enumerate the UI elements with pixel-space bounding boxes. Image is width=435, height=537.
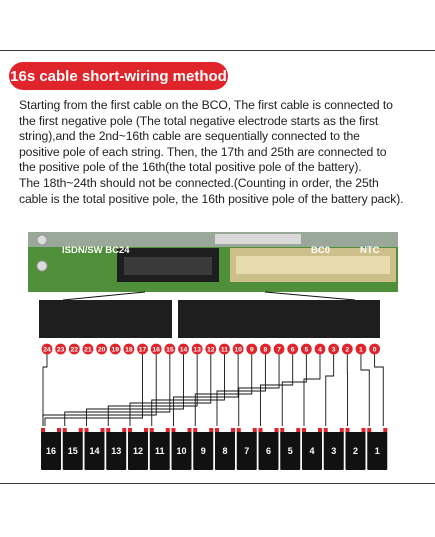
cell-4 xyxy=(302,428,322,470)
cell-label: 2 xyxy=(352,446,359,456)
description-line: The 18th~24th should not be connected.(Counting in order, the 25th xyxy=(19,175,379,190)
cell-label: 15 xyxy=(67,446,78,456)
pin-label: 21 xyxy=(84,346,92,354)
cell-label: 1 xyxy=(374,446,380,456)
cell-label: 13 xyxy=(111,446,122,456)
harness-plug-left xyxy=(39,300,172,338)
wire xyxy=(195,354,252,426)
pin-6 xyxy=(287,344,298,355)
label-bc24: ISDN/SW BC24 xyxy=(62,245,130,256)
cell-label: 9 xyxy=(200,446,206,456)
pin-14 xyxy=(178,344,189,355)
wire xyxy=(239,354,279,426)
cell-12 xyxy=(128,428,148,470)
pin-22 xyxy=(69,344,80,355)
cell-11 xyxy=(150,428,170,470)
description-line: cable is the total positive pole, the 16th positive pole of the battery pack). xyxy=(19,191,404,206)
cell-label: 11 xyxy=(154,446,165,456)
pin-5 xyxy=(301,344,312,355)
cell-label: 4 xyxy=(309,446,315,456)
cell-label: 14 xyxy=(89,446,100,456)
pin-3 xyxy=(328,344,339,355)
label-ntc: NTC xyxy=(360,245,380,256)
pin-18 xyxy=(123,344,134,355)
pin-23 xyxy=(55,344,66,355)
pin-label: 13 xyxy=(193,346,201,354)
battery-cells xyxy=(41,428,387,470)
pin-label: 7 xyxy=(277,346,281,354)
pin-label: 24 xyxy=(43,346,51,354)
cell-1 xyxy=(367,428,387,470)
harness-cable xyxy=(39,292,380,338)
cell-5 xyxy=(280,428,300,470)
pin-label: 4 xyxy=(318,346,322,354)
pin-20 xyxy=(96,344,107,355)
pin-label: 0 xyxy=(372,346,377,354)
mount-hole xyxy=(37,261,47,271)
pin-2 xyxy=(342,344,353,355)
pin-1 xyxy=(356,344,367,355)
cell-label: 6 xyxy=(265,446,272,456)
pin-label: 12 xyxy=(207,346,215,354)
pin-0 xyxy=(369,344,380,355)
pin-label: 22 xyxy=(70,346,79,354)
cell-13 xyxy=(106,428,126,470)
pin-label: 23 xyxy=(56,346,65,354)
pin-label: 19 xyxy=(111,346,120,354)
harness-plug-right xyxy=(178,300,380,338)
pin-label: 5 xyxy=(304,346,309,354)
pin-label: 3 xyxy=(331,346,336,354)
pin-17 xyxy=(137,344,148,355)
pin-label: 6 xyxy=(290,346,295,354)
pcb-board xyxy=(28,232,398,292)
pin-label: 14 xyxy=(179,346,188,354)
cell-label: 5 xyxy=(287,446,293,456)
section-title: 16s cable short-wiring method xyxy=(9,62,228,90)
description-line: the first negative pole (The total negative electrode starts as the first xyxy=(19,113,379,128)
cell-15 xyxy=(63,428,83,470)
cell-label: 7 xyxy=(244,446,250,456)
harness-lead xyxy=(63,292,145,300)
connector-bc24-socket xyxy=(124,257,212,275)
description-line: the positive pole of the 16th(the total positive pole of the battery). xyxy=(19,160,362,175)
wire xyxy=(326,354,334,426)
harness-lead xyxy=(265,292,355,300)
pin-label: 15 xyxy=(166,346,174,354)
pin-label: 11 xyxy=(220,346,229,354)
pin-10 xyxy=(233,344,244,355)
pin-9 xyxy=(246,344,257,355)
wire-group xyxy=(43,354,383,426)
description-line: string),and the 2nd~16th cable are sequentially connected to the xyxy=(19,129,360,144)
pin-label: 20 xyxy=(97,346,106,354)
cell-label: 3 xyxy=(331,446,337,456)
pin-24 xyxy=(42,344,53,355)
pin-13 xyxy=(192,344,203,355)
description-line: Starting from the first cable on the BCO, The first cable is connected to xyxy=(19,98,393,112)
wire xyxy=(282,354,306,426)
wire xyxy=(375,354,384,426)
description-line: positive pole of each string. Then, the 17th and 25th are connected to xyxy=(19,144,387,159)
cell-14 xyxy=(85,428,105,470)
cell-3 xyxy=(324,428,344,470)
label-bc0: BC0 xyxy=(311,245,331,256)
pin-7 xyxy=(274,344,285,355)
cell-label: 8 xyxy=(222,446,228,456)
wire xyxy=(152,354,225,426)
cell-6 xyxy=(259,428,279,470)
bottom-divider xyxy=(0,483,435,484)
pin-11 xyxy=(219,344,230,355)
cell-label: 12 xyxy=(132,446,144,456)
pin-label: 1 xyxy=(359,346,363,354)
cell-9 xyxy=(193,428,213,470)
cell-7 xyxy=(237,428,257,470)
pin-19 xyxy=(110,344,121,355)
wire xyxy=(43,354,156,426)
pin-15 xyxy=(164,344,175,355)
pin-8 xyxy=(260,344,271,355)
component-label-sticker xyxy=(215,234,301,244)
pin-label: 2 xyxy=(345,346,350,354)
pin-row xyxy=(42,344,380,355)
pin-label: 9 xyxy=(249,346,254,354)
connector-bc0-socket xyxy=(236,256,390,274)
pin-label: 16 xyxy=(152,346,160,354)
mount-hole xyxy=(37,235,47,245)
pin-label: 8 xyxy=(263,346,268,354)
pin-label: 17 xyxy=(138,346,147,354)
pin-12 xyxy=(205,344,216,355)
pin-4 xyxy=(315,344,326,355)
cell-2 xyxy=(346,428,366,470)
cell-16 xyxy=(41,428,61,470)
pin-label: 18 xyxy=(125,346,133,354)
cell-8 xyxy=(215,428,235,470)
cell-label: 10 xyxy=(176,446,187,456)
cell-label: 16 xyxy=(45,446,57,456)
pin-label: 10 xyxy=(234,346,242,354)
pin-16 xyxy=(151,344,162,355)
wire xyxy=(361,354,369,426)
cell-10 xyxy=(172,428,192,470)
pin-21 xyxy=(83,344,94,355)
